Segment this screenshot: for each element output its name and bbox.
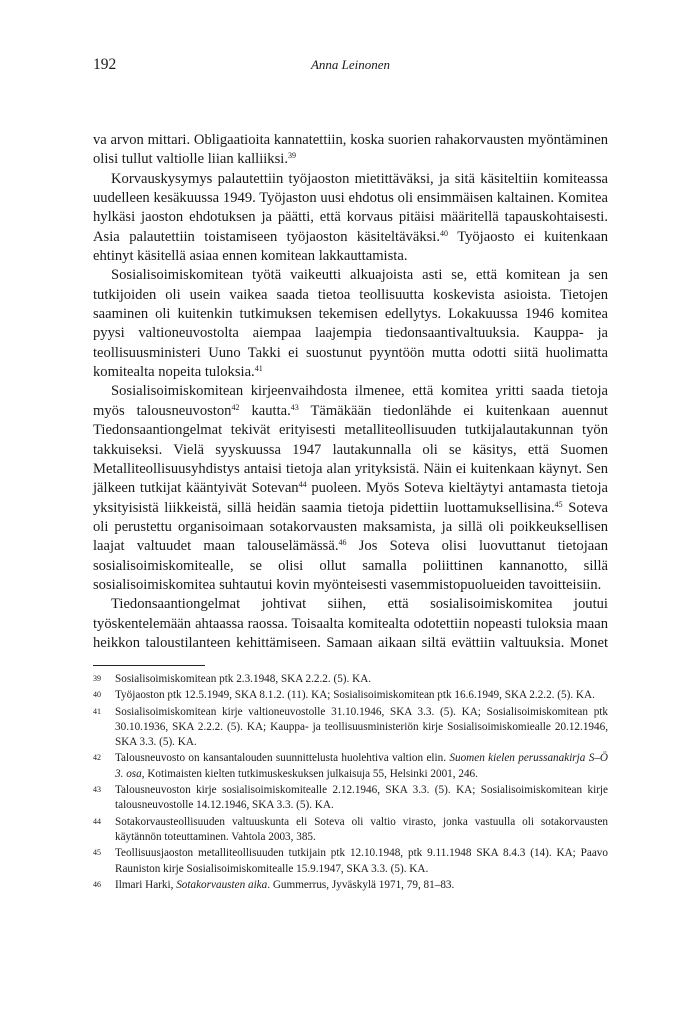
footnote-number: 43 — [93, 785, 101, 795]
text-run: Teollisuusjaoston metalliteollisuuden tutkijain ptk 12.10.1948, ptk 9.11.1948 SKA 8.4.3 (14). KA; Paavo Rauniston kirje Sosialisoimiskomitealle 15.9.1947, SKA 3.3. (5). KA. — [115, 847, 608, 875]
text-run: Sosialisoimiskomitean kirje valtioneuvostolle 31.10.1946, SKA 3.3. (5). KA; Sosialisoimiskomitean ptk 30.10.1936, SKA 2.2.2. (5). KA; Kauppa- ja teollisuusministeriön kirje Sosialisoimiskomiealle 20.12.1946, SKA 3.3. (5). KA. — [115, 705, 608, 749]
running-head-author: Anna Leinonen — [310, 57, 391, 72]
text-run: Jos Soteva olisi luovuttanut tietojaan sosialisoimiskomitealle, se olisi ollut samalla poliittinen kannanotto, sillä sosialisoimiskomitea suhtautui kovin myönteisesti vasemmistopuolueiden tavoitteisiin. — [93, 538, 608, 593]
footnote-ref: 45 — [554, 499, 563, 509]
footnote-separator — [93, 665, 205, 666]
footnote-ref: 41 — [254, 364, 263, 374]
footnote-number: 46 — [93, 879, 101, 889]
text-run: Työjaoston ptk 12.5.1949, SKA 8.1.2. (11). KA; Sosialisoimiskomitean ptk 16.6.1949, SKA 2.2.2. (5). KA. — [115, 689, 595, 702]
text-run: Talousneuvosto on kansantalouden suunnittelusta huolehtiva valtion elin. — [115, 752, 450, 765]
text-run: Tiedonsaantiongelmat johtivat siihen, että sosialisoimiskomitea joutui työskentelemään ahtaassa raossa. Toisaalta komitealta odotettiin nopeasti tuloksia maan heikkon taloustilanteen kehittämiseen. Samaan aikaan siltä evättiin valtuuksia. Monet — [93, 596, 608, 651]
paragraph — [93, 382, 608, 595]
paragraph — [93, 266, 608, 382]
footnote — [93, 846, 608, 877]
text-run: Sosialisoimiskomitean työtä vaikeutti alkuajoista asti se, että komitean ja sen tutkijoiden oli usein vaikea saada tietoa teollisuutta koskevista asioista. Tietojen saaminen oli kuitenkin tutkimuksen tekemisen edellytys. Lokakuussa 1946 komitea pyysi valtioneuvostolta aiempaa laajempia tiedonsaantivaltuuksia. Kauppa- ja teollisuusministeri Uuno Takki ei suostunut pyyntöön mutta odotti siitä huolimatta komitealta nopeita tuloksia. — [93, 267, 608, 381]
footnote-number: 40 — [93, 690, 101, 700]
text-run: Ilmari Harki, — [115, 878, 177, 891]
body-text — [93, 131, 608, 653]
footnote — [93, 878, 608, 893]
text-run: Sosialisoimiskomitean ptk 2.3.1948, SKA 2.2.2. (5). KA. — [115, 673, 372, 685]
text-run: Soteva oli perustettu organisoimaan sotakorvausten maksamista, ja sillä oli poikkeuksellisen laajat valtuudet maan talouselämässä. — [93, 499, 608, 555]
footnote-ref: 40 — [440, 228, 449, 238]
footnote-ref: 39 — [287, 151, 296, 161]
footnote — [93, 751, 608, 782]
footnote-ref: 43 — [290, 402, 299, 412]
text-run: Sosialisoimiskomitean kirjeenvaihdosta ilmenee, että komitea yritti saada tietoja myös talousneuvoston — [93, 383, 608, 419]
text-run: puoleen. Myös Soteva kieltäytyi antamasta tietoja yksityisistä liikkeistä, sillä heidän saamia tietoja pidettiin luottamuksellisina. — [93, 480, 608, 516]
text-run: Korvauskysymys palautettiin työjaoston mietittäväksi, ja sitä käsiteltiin komiteassa uudelleen kesäkuussa 1949. Työjaston uusi ehdotus oli ensimmäisen kaltainen. Komitea hylkäsi jaoston ehdotuksen ja päätti, että korvaus pitäisi määritellä tapauskohtaisesti. Asia palautettiin toistamiseen työjaoston käsiteltäväksi. — [93, 170, 608, 245]
text-run: , Kotimaisten kielten tutkimuskeskuksen julkaisuja 55, Helsinki 2001, 246. — [141, 767, 478, 780]
text-run: . Gummerrus, Jyväskylä 1971, 79, 81–83. — [267, 878, 455, 891]
footnote-number: 41 — [93, 706, 101, 716]
footnote-number: 44 — [93, 816, 101, 826]
text-run: Työjaosto ei kuitenkaan ehtinyt käsitellä asiaa ennen komitean lakkauttamista. — [93, 228, 608, 265]
italic-title: Suomen kielen perussanakirja S–Ö 3. osa — [115, 752, 608, 780]
paragraph — [93, 595, 608, 653]
text-run: Tämäkään tiedonlähde ei kuitenkaan auennut Tiedonsaantiongelmat tekivät erityisesti metalliteollisuuden tutkijalautakunnan työn takkuiseksi. Vielä syyskuussa 1947 lautakunnalla oli se käsitys, että Suomen Metalliteollisuusyhdistys antaisi tietoja alan yrityksistä. Näin ei kuitenkaan käynyt. Sen jälkeen tutkijat kääntyivät Sotevan — [93, 402, 608, 497]
footnote — [93, 815, 608, 846]
footnote — [93, 783, 608, 814]
text-run: Talousneuvoston kirje sosialisoimiskomitealle 2.12.1946, SKA 3.3. (5). KA; Sosialisoimiskomitean kirje talousneuvostolle 14.12.1946, SKA 3.3. (5). KA. — [115, 784, 608, 812]
footnote-ref: 46 — [338, 538, 347, 548]
footnote-number: 42 — [93, 753, 101, 763]
paragraph — [93, 170, 608, 267]
footnote-number: 45 — [93, 848, 101, 858]
footnote-number: 39 — [93, 674, 101, 683]
paragraph — [93, 131, 608, 170]
footnote-ref: 44 — [298, 480, 307, 490]
footnote — [93, 672, 608, 687]
page-number: 192 — [93, 56, 117, 73]
footnotes — [93, 672, 608, 894]
page-header — [93, 56, 608, 76]
italic-title: Sotakorvausten aika — [176, 878, 268, 891]
footnote — [93, 688, 608, 703]
text-run: Sotakorvausteollisuuden valtuuskunta eli Soteva oli valtio virasto, jonka vastuulla oli sotakorvausten käytännön toteuttaminen. Vahtola 2003, 385. — [115, 815, 608, 843]
text-run: va arvon mittari. Obligaatioita kannatettiin, koska suorien rahakorvausten myöntäminen olisi tullut valtiolle liian kalliiksi. — [93, 132, 608, 168]
text-run: kautta. — [239, 402, 291, 419]
footnote — [93, 705, 608, 751]
footnote-ref: 42 — [231, 402, 240, 412]
